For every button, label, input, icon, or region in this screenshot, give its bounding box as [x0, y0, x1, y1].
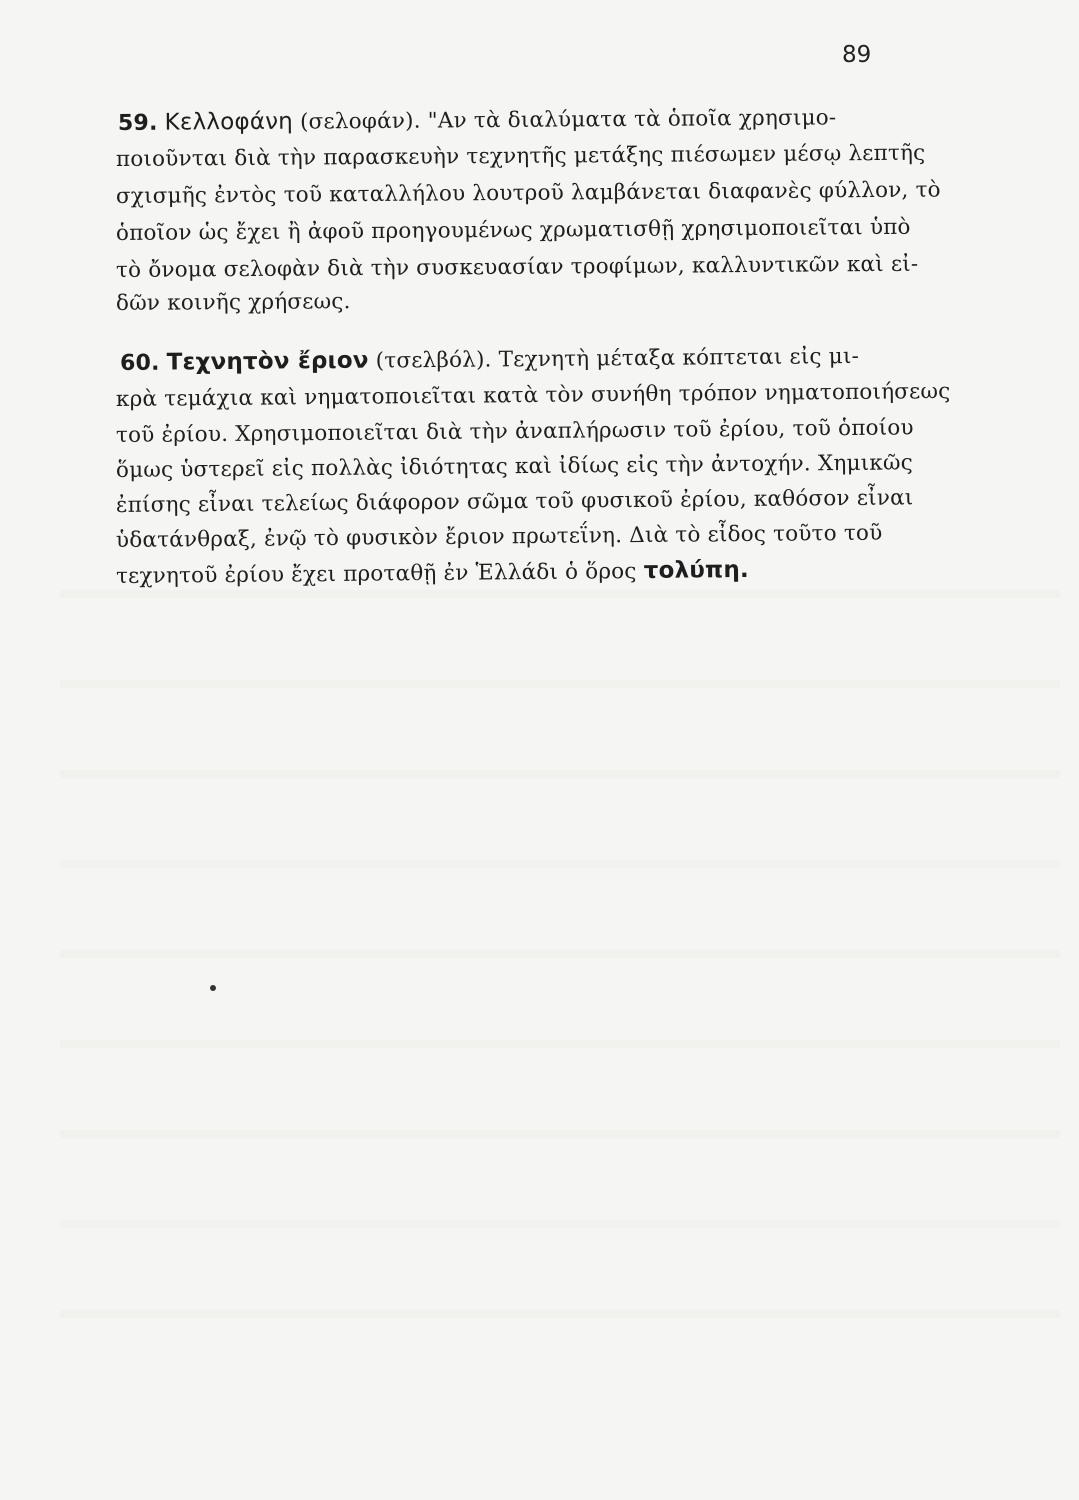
entry-59-parenthetical: (σελοφάν). [299, 108, 421, 135]
bleed-through-band [60, 590, 1060, 598]
entry-59-first-line [118, 104, 837, 136]
bleed-through-band [60, 950, 1060, 958]
bleed-through-band [60, 860, 1060, 868]
entry-60-text: τεχνητοῦ ἐρίου ἔχει προταθῇ ἐν Ἑλλάδι ὁ ὅρος [115, 558, 644, 589]
ink-speck [210, 985, 216, 991]
bleed-through-band [60, 770, 1060, 778]
entry-59-line: δῶν κοινῆς χρήσεως. [115, 289, 351, 316]
entry-60-number: 60. [119, 350, 160, 376]
entry-60-line: ὑδατάνθραξ, ἐνῷ τὸ φυσικὸν ἔριον πρωτεΐνη. Διὰ τὸ εἶδος τοῦτο τοῦ [115, 520, 883, 553]
bleed-through-band [60, 1310, 1060, 1318]
bleed-through-band [60, 1220, 1060, 1228]
entry-60-text: Τεχνητὴ μέταξα κόπτεται εἰς μι- [498, 343, 860, 373]
entry-59-line: τὸ ὄνομα σελοφὰν διὰ τὴν συσκευασίαν τροφίμων, καλλυντικῶν καὶ εἰ- [115, 251, 919, 283]
entry-60-last-line [116, 557, 749, 589]
entry-59-text: "Αν τὰ διαλύματα τὰ ὁποῖα χρησιμο- [427, 105, 837, 134]
entry-60-line: κρὰ τεμάχια καὶ νηματοποιεῖται κατὰ τὸν συνήθη τρόπον νηματοποιήσεως [115, 378, 951, 412]
entry-60-parenthetical: (τσελβόλ). [375, 347, 492, 374]
entry-60-closing-term: τολύπη. [643, 556, 750, 584]
entry-60-line: τοῦ ἐρίου. Χρησιμοποιεῖται διὰ τὴν ἀναπλήρωσιν τοῦ ἐρίου, τοῦ ὁποίου [115, 415, 914, 448]
entry-59-line: σχισμῆς ἐντὸς τοῦ καταλλήλου λουτροῦ λαμβάνεται διαφανὲς φύλλον, τὸ [115, 177, 941, 209]
bleed-through-band [60, 680, 1060, 688]
bleed-through-band [60, 1040, 1060, 1048]
entry-60-line: ἐπίσης εἶναι τελείως διάφορον σῶμα τοῦ φυσικοῦ ἐρίου, καθόσον εἶναι [115, 485, 914, 518]
page-number: 89 [842, 42, 872, 68]
entry-59-line: ποιοῦνται διὰ τὴν παρασκευὴν τεχνητῆς μετάξης πιέσωμεν μέσῳ λεπτῆς [115, 140, 926, 172]
entry-60-term: Τεχνητὸν ἔριον [166, 347, 369, 376]
entry-59-number: 59. [117, 110, 158, 136]
bleed-through-band [60, 1130, 1060, 1138]
entry-59-term: Κελλοφάνη [164, 108, 294, 136]
entry-60-line: ὅμως ὑστερεῖ εἰς πολλὰς ἰδιότητας καὶ ἰδίως εἰς τὴν ἀντοχήν. Χημικῶς [115, 450, 914, 483]
entry-60-first-line [120, 343, 859, 376]
entry-59-line: ὁποῖον ὡς ἔχει ἢ ἀφοῦ προηγουμένως χρωματισθῇ χρησιμοποιεῖται ὑπὸ [115, 214, 911, 246]
